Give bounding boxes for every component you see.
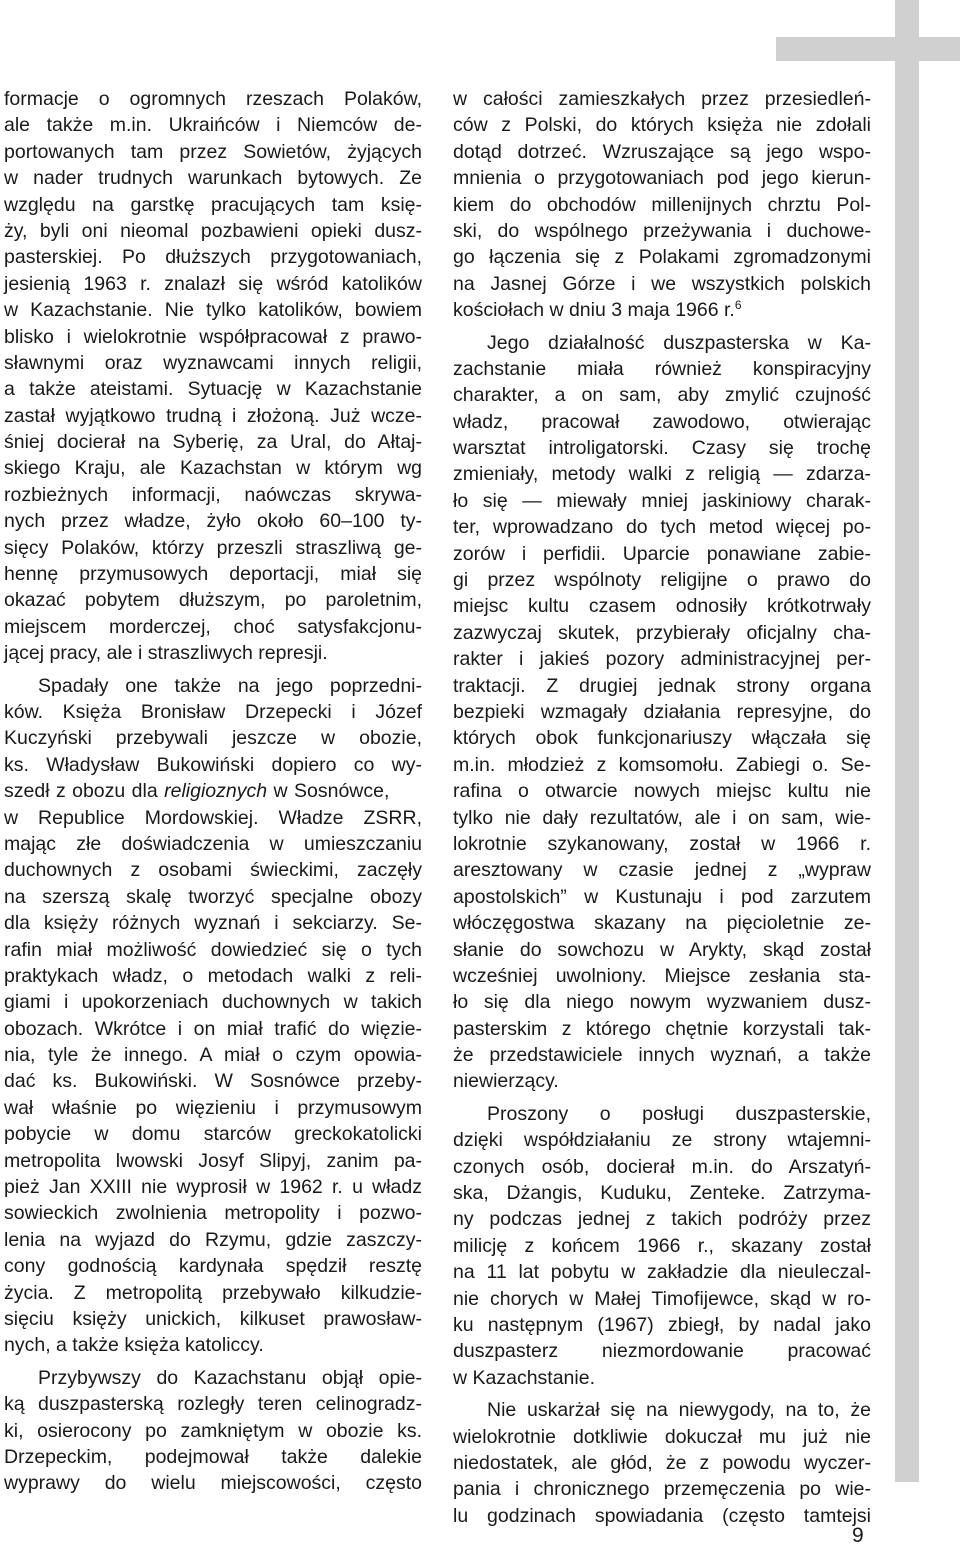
text-line: rakter i jakieś pozory administracyjnej per-	[453, 648, 871, 671]
text-line: hennę przymusowych deportacji, miał się	[4, 563, 422, 586]
text-line: metropolita lwowski Josyf Slipyj, zanim pa-	[4, 1149, 422, 1172]
text-line: mnienia o przygotowaniach pod jego kierun-	[453, 167, 871, 190]
text-line: wcześniej uwolniony. Miejsce zesłania sta-	[453, 964, 871, 987]
text-line: ką duszpasterską rozległy teren celinogradz-	[4, 1393, 422, 1416]
text-line: charakter, a on sam, aby zmylić czujność	[453, 384, 871, 407]
text-line: wyprawy do wielu miejscowości, często	[4, 1472, 422, 1495]
text-line: tylko nie dały rezultatów, ale i on sam, wie-	[453, 806, 871, 829]
text-line: aresztowany w czasie jednej z „wypraw	[453, 859, 871, 882]
text-line: włóczęgostwa skazany na pięcioletnie ze-	[453, 912, 871, 935]
text-line: czonych osób, docierał m.in. do Arszatyń-	[453, 1155, 871, 1178]
text-line: ter, wprowadzano do tych metod więcej po-	[453, 516, 871, 539]
text-line: lokrotnie szykanowany, został w 1966 r.	[453, 832, 871, 855]
text-line: Spadały one także na jego poprzedni-	[38, 674, 422, 697]
text-line: pież Jan XXIII nie wyprosił w 1962 r. u władz	[4, 1176, 422, 1199]
page-number: 9	[852, 1524, 864, 1547]
text-line	[4, 778, 422, 804]
text-line: m.in. młodzież z komsomołu. Zabiegi o. Se-	[453, 753, 871, 776]
text-line: ki, osierocony po zamkniętym w obozie ks.	[4, 1419, 422, 1442]
text-line: portowanych tam przez Sowietów, żyjących	[4, 140, 422, 163]
text-line: zachstanie miała również konspiracyjny	[453, 357, 871, 380]
text-line: ski, do wspólnego przeżywania i duchowe-	[453, 219, 871, 242]
text-line: bezpieki wzmagały działania represyjne, do	[453, 700, 871, 723]
text-line: jesienią 1963 r. znalazł się wśród katolików	[4, 272, 422, 295]
text-line: śniej docierał na Syberię, za Ural, do Ałtaj-	[4, 431, 422, 454]
text-line: praktykach władz, o metodach walki z reli-	[4, 964, 422, 987]
text-line: a także ateistami. Sytuację w Kazachstanie	[4, 378, 422, 401]
decorative-cross-vertical	[895, 0, 919, 1482]
text-line: władz, pracował zawodowo, otwierając	[453, 410, 871, 433]
text-line: miejscem morderczej, choć satysfakcjonu-	[4, 615, 422, 638]
text-line: traktacji. Z drugiej jednak strony organa	[453, 674, 871, 697]
text-line: Jego działalność duszpasterska w Ka-	[487, 331, 871, 354]
text-line: ców z Polski, do których księża nie zdołali	[453, 114, 871, 137]
text-line: ska, Dżangis, Kuduku, Zenteke. Zatrzyma-	[453, 1182, 871, 1205]
text-line: na 11 lat pobytu w zakładzie dla nieuleczal-	[453, 1261, 871, 1284]
text-line: ży, byli oni nieomal pozbawieni opieki dusz-	[4, 219, 422, 242]
text-line: jącej pracy, ale i straszliwych represji.	[4, 642, 328, 665]
text-line: zmieniały, metody walki z religią — zdarza-	[453, 463, 871, 486]
text-line: nych przez władze, żyło około 60–100 ty-	[4, 510, 422, 533]
footnote-reference: 6	[734, 298, 742, 313]
text-line: wał właśnie po więzieniu i przymusowym	[4, 1096, 422, 1119]
text-line: ny podczas jednej z takich podróży przez	[453, 1208, 871, 1231]
text-line: dla księży różnych wyznań i sekciarzy. Se-	[4, 912, 422, 935]
text-line: cony godnością kardynała spędził resztę	[4, 1255, 422, 1278]
text-line	[453, 297, 871, 323]
decorative-cross-horizontal	[776, 37, 960, 61]
text-line: obozach. Wkrótce i on miał trafić do więzie-	[4, 1017, 422, 1040]
text-line: pobycie w domu starców greckokatolicki	[4, 1123, 422, 1146]
text-line: zorów i perfidii. Uparcie ponawiane zabie-	[453, 542, 871, 565]
text-line: lu godzinach spowiadania (często tamtejsi	[453, 1504, 871, 1527]
text-line: że przedstawiciele innych wyznań, a także	[453, 1044, 871, 1067]
left-text-column	[4, 86, 422, 1497]
text-line: Kuczyński przebywali jeszcze w obozie,	[4, 727, 422, 750]
text-line: ło się — miewały mniej jaskiniowy charak-	[453, 489, 871, 512]
text-line: ks. Władysław Bukowiński dopiero co wy-	[4, 753, 422, 776]
text-line: w nader trudnych warunkach bytowych. Ze	[4, 167, 422, 190]
text-line: słanie do sowchozu w Arykty, skąd został	[453, 938, 871, 961]
text-line: zazwyczaj skutek, przybierały oficjalny cha-	[453, 621, 871, 644]
text-line: nych, a także księża katoliccy.	[4, 1334, 264, 1357]
text-line: duszpasterz niezmordowanie pracować	[453, 1340, 871, 1363]
text-line: mając złe doświadczenia w umieszczaniu	[4, 832, 422, 855]
text-line: w Republice Mordowskiej. Władze ZSRR,	[4, 806, 422, 829]
text-line: pasterskim z którego chętnie korzystali tak-	[453, 1017, 871, 1040]
italic-term: religioznych	[164, 780, 268, 803]
text-line: gi przez wspólnoty religijne o prawo do	[453, 569, 871, 592]
text-line: ków. Księża Bronisław Drzepecki i Józef	[4, 700, 422, 723]
text-line: pania i chronicznego przemęczenia po wie-	[453, 1478, 871, 1501]
text-line: nia, tyle że innego. A miał o czym opowia-	[4, 1044, 422, 1067]
text-line: w całości zamieszkałych przez przesiedleń-	[453, 88, 871, 110]
text-line: kiem do obchodów millenijnych chrztu Pol-	[453, 193, 871, 216]
text-line: apostolskich” w Kustunaju i pod zarzutem	[453, 885, 871, 908]
text-line: blisko i wielokrotnie współpracował z prawo-	[4, 325, 422, 348]
text-line: okazać pobytem dłuższym, po paroletnim,	[4, 589, 422, 612]
text-line: których obok funkcjonariuszy włączała się	[453, 727, 871, 750]
text-line: zastał wyjątkowo trudną i złożoną. Już wcze-	[4, 404, 422, 427]
text-line: dotąd dotrzeć. Wzruszające są jego wspo-	[453, 140, 871, 163]
text-line: rafina o otwarcie nowych miejsc kultu nie	[453, 780, 871, 803]
right-text-column	[453, 86, 871, 1529]
text-line: względu na garstkę pracujących tam księ-	[4, 193, 422, 216]
text-line: lenia na wyjazd do Rzymu, gdzie zaszczy-	[4, 1228, 422, 1251]
text-line: na Jasnej Górze i we wszystkich polskich	[453, 272, 871, 295]
text-line: go łączenia się z Polakami zgromadzonymi	[453, 246, 871, 269]
text-line: sowieckich zwolnienia metropolity i pozwo-	[4, 1202, 422, 1225]
text-line: na szerszą skalę tworzyć specjalne obozy	[4, 885, 422, 908]
text-fragment: w Sosnówce,	[267, 780, 390, 803]
text-fragment: szedł z obozu dla	[4, 780, 165, 803]
text-line: Nie uskarżał się na niewygody, na to, że	[487, 1399, 871, 1422]
text-line: giami i upokorzeniach duchownych w takich	[4, 991, 422, 1014]
text-line: dzięki współdziałaniu ze strony wtajemni-	[453, 1129, 871, 1152]
text-line: ku następnym (1967) zbiegł, by nadal jako	[453, 1313, 871, 1336]
text-line: ale także m.in. Ukraińców i Niemców de-	[4, 114, 422, 137]
text-line: Drzepeckim, podejmował także dalekie	[4, 1445, 422, 1468]
text-line: rafin miał możliwość dowiedzieć się o tych	[4, 938, 422, 961]
text-line: w Kazachstanie.	[453, 1366, 595, 1389]
text-line: sięcy Polaków, którzy przeszli straszliwą ge-	[4, 536, 422, 559]
text-line: milicję z końcem 1966 r., skazany został	[453, 1234, 871, 1257]
text-line: wielokrotnie dotkliwie dokuczał mu już nie	[453, 1425, 871, 1448]
text-line: warsztat introligatorski. Czasy się trochę	[453, 437, 871, 460]
text-line: dać ks. Bukowiński. W Sosnówce przeby-	[4, 1070, 422, 1093]
text-line: skiego Kraju, ale Kazachstan w którym wg	[4, 457, 422, 480]
text-line: niewierzący.	[453, 1070, 559, 1093]
text-line: Proszony o posługi duszpasterskie,	[487, 1102, 871, 1125]
text-line: życia. Z metropolitą przebywało kilkudzie-	[4, 1281, 422, 1304]
text-line: pasterskiej. Po dłuższych przygotowaniach,	[4, 246, 422, 269]
text-line: sławnymi oraz wyznawcami innych religii,	[4, 351, 422, 374]
text-line: ło się dla niego nowym wyzwaniem dusz-	[453, 991, 871, 1014]
text-line: w Kazachstanie. Nie tylko katolików, bowiem	[4, 299, 422, 322]
text-line: Przybywszy do Kazachstanu objął opie-	[38, 1366, 422, 1389]
text-line: sięciu księży unickich, kilkuset prawosław-	[4, 1307, 422, 1330]
text-line: rozbieżnych informacji, naówczas skrywa-	[4, 483, 422, 506]
text-fragment: kościołach w dniu 3 maja 1966 r.	[453, 299, 735, 322]
text-line: nie chorych w Małej Timofijewce, skąd w ro-	[453, 1287, 871, 1310]
text-line: formacje o ogromnych rzeszach Polaków,	[4, 88, 422, 110]
text-line: miejsc kultu czasem odnosiły krótkotrwały	[453, 595, 871, 618]
text-line: duchownych z osobami świeckimi, zaczęły	[4, 859, 422, 882]
text-line: niedostatek, ale głód, że z powodu wyczer-	[453, 1451, 871, 1474]
